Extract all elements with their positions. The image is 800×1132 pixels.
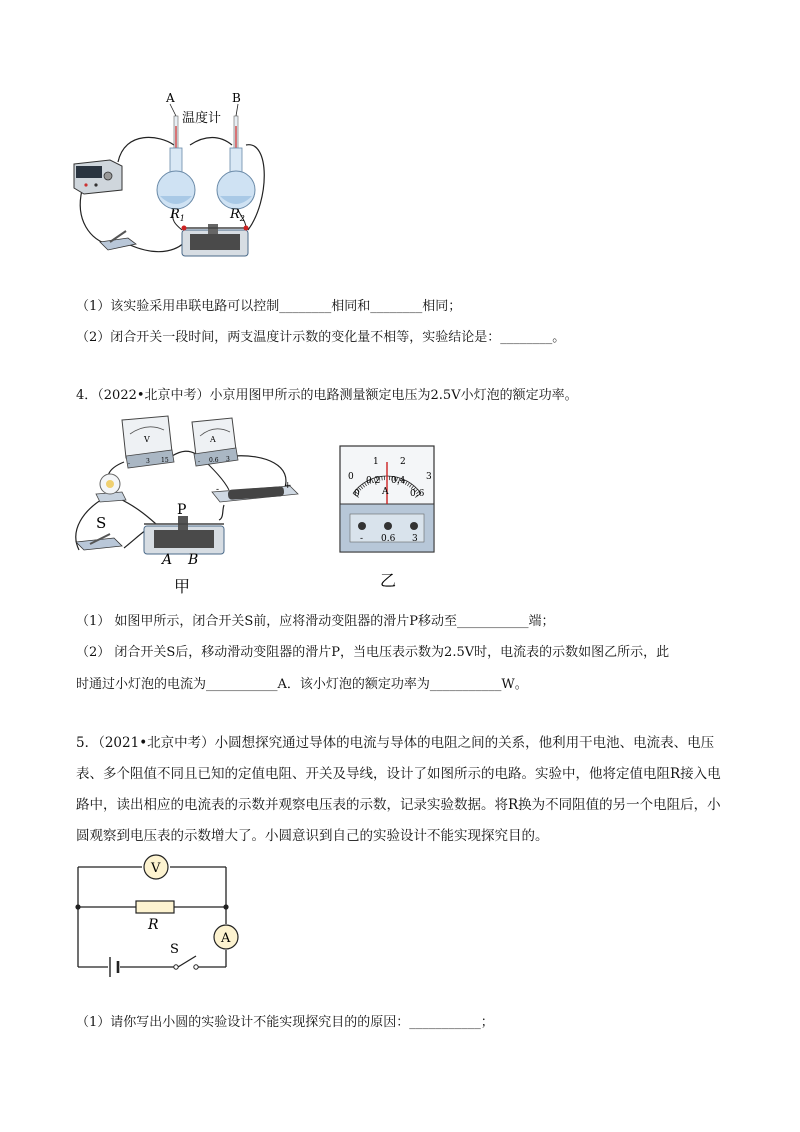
- svg-text:V: V: [151, 861, 161, 876]
- label-b: B: [232, 91, 241, 105]
- tick-bottom-0.2: 0.2: [366, 476, 381, 486]
- flask-r2: [217, 148, 255, 209]
- power-supply: [74, 160, 122, 194]
- q4-subquestion-2-part1: （2） 闭合开关S后，移动滑动变阻器的滑片P，当电压表示数为2.5V时，电流表的示数如图乙所示，此: [76, 645, 670, 660]
- thermometer-a: [174, 116, 178, 152]
- sliding-rheostat: [144, 516, 224, 554]
- q5-stem: 5．（2021•北京中考）小圆想探究通过导体的电流与导体的电阻之间的关系，他利用干电池、电流表、电压表、多个阻值不同且已知的定值电阻、开关及导线，设计了如图所示的电路。实验中，他将定值电阻R接入电路中，读出相应的电流表的示数并观察电压表的示数，记录实验数据。将R换为不同阻值的另一个电阻后，小圆观察到电压表的示数增大了。小圆意识到自己的实验设计不能实现探究目的。: [76, 735, 721, 844]
- terminal-3: 3: [412, 534, 418, 544]
- tick-bottom-0.6: 0.6: [410, 489, 425, 499]
- light-bulb: [96, 474, 126, 502]
- tick-bottom-0.4: 0.4: [391, 476, 406, 486]
- q4-subquestion-1: （1） 如图甲所示，闭合开关S前，应将滑动变阻器的滑片P移动至___________端；: [76, 614, 555, 629]
- voltmeter-terminal-minus: -: [128, 460, 131, 467]
- sliding-rheostat: [182, 224, 249, 256]
- terminal-0.6: 0.6: [381, 534, 396, 544]
- q3-subquestion-2: （2）闭合开关一段时间，两支温度计示数的变化量不相等，实验结论是：________。: [76, 330, 566, 345]
- thermometer-b: [234, 116, 238, 152]
- r2-label: R: [230, 207, 240, 222]
- resistor-label: R: [148, 917, 159, 933]
- tick-top-3: 3: [426, 472, 432, 482]
- q4-stem: 4．（2022•北京中考）小京用图甲所示的电路测量额定电压为2.5V小灯泡的额定功率。: [76, 388, 578, 403]
- label-a: A: [166, 91, 175, 105]
- q5-subquestion-1: （1）请你写出小圆的实验设计不能实现探究目的的原因：___________；: [76, 1015, 494, 1030]
- ammeter-terminal-3: 3: [226, 456, 230, 463]
- tick-top-2: 2: [400, 457, 406, 467]
- ammeter: [192, 418, 238, 466]
- ammeter-symbol: [214, 925, 238, 949]
- ammeter-mark: A: [210, 435, 216, 444]
- tick-bottom-0: 0: [354, 489, 360, 499]
- slider-label-p: P: [177, 502, 187, 518]
- caption-jia: 甲: [174, 577, 191, 596]
- q4-subquestion-2-part2: 时通过小灯泡的电流为___________A．该小灯泡的额定功率为___________W。: [76, 677, 528, 692]
- tick-top-1: 1: [373, 457, 379, 467]
- dial-tick: [382, 476, 383, 480]
- svg-text:R2: [229, 207, 245, 223]
- r2-subscript: 2: [239, 214, 245, 223]
- thermometer-label: 温度计: [182, 111, 222, 126]
- figure-yi-ammeter-dial: [336, 440, 446, 590]
- voltmeter-terminal-15: 15: [161, 457, 169, 464]
- terminal-label-b: B: [188, 552, 199, 568]
- ammeter-terminal-0.6: 0.6: [209, 457, 219, 464]
- voltmeter: [122, 416, 174, 468]
- battery-plus: +: [284, 481, 292, 491]
- junction-right: [223, 904, 228, 909]
- svg-text:A: A: [221, 931, 231, 946]
- flask-r1: [157, 148, 195, 209]
- voltmeter-symbol: [144, 855, 168, 879]
- q3-subquestion-1: （1）该实验采用串联电路可以控制________相同和________相同；: [76, 299, 462, 314]
- terminal-minus: -: [360, 534, 364, 544]
- knife-switch: [100, 231, 136, 250]
- resistor-symbol: [136, 901, 174, 913]
- dial-unit: A: [382, 487, 389, 497]
- battery-minus: -: [216, 485, 220, 495]
- switch-label-s: S: [96, 514, 107, 532]
- terminal-label-a: A: [162, 552, 173, 568]
- caption-yi: 乙: [380, 571, 397, 590]
- r1-subscript: 1: [179, 214, 185, 223]
- junction-left: [75, 904, 80, 909]
- svg-text:R1: [169, 207, 185, 223]
- figure-q5-circuit: [70, 850, 250, 980]
- tick-top-0: 0: [348, 472, 354, 482]
- ammeter-terminal-minus: -: [198, 458, 201, 465]
- voltmeter-terminal-3: 3: [146, 458, 150, 465]
- switch: [76, 534, 122, 550]
- r1-label: R: [170, 207, 180, 222]
- switch-label: S: [170, 942, 179, 957]
- figure-jia: [64, 410, 304, 600]
- voltmeter-mark: V: [144, 435, 150, 444]
- figure-joule-heating: [70, 90, 280, 268]
